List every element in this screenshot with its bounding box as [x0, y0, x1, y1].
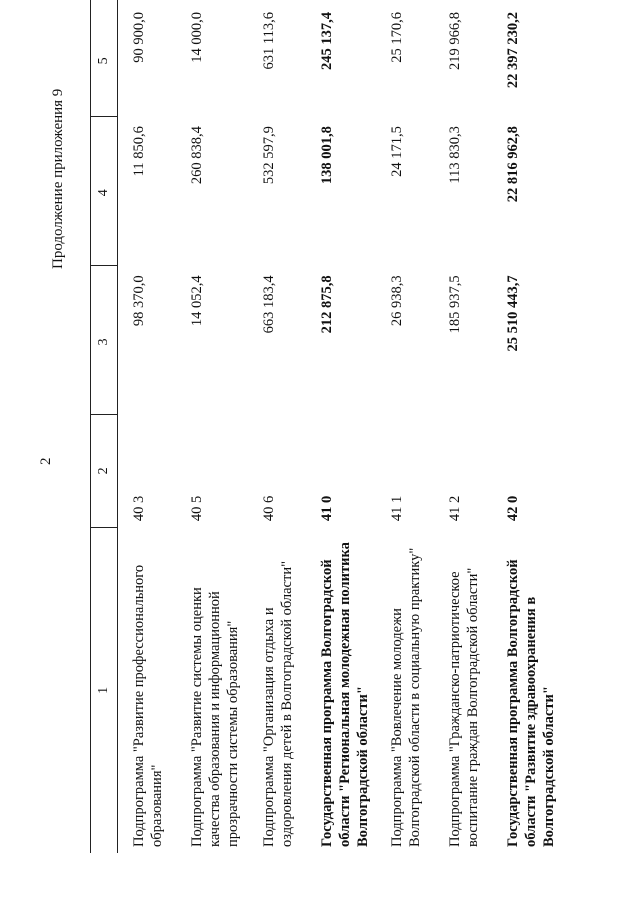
budget-table [90, 0, 562, 853]
value-col-4: 260 838,4 [188, 126, 205, 185]
table-row [434, 0, 492, 853]
table-row [492, 0, 562, 853]
program-name: Подпрограмма "Гражданско-патриотическое воспитание граждан Волгоградской области" [446, 567, 481, 847]
table-row [118, 0, 176, 853]
column-header-2: 2 [91, 415, 118, 528]
value-col-4: 113 830,3 [446, 126, 463, 184]
value-col-3: 14 052,4 [188, 275, 205, 327]
page-number: 2 [38, 457, 54, 465]
value-col-5: 25 170,6 [388, 12, 405, 63]
table-row [376, 0, 434, 853]
program-name: Подпрограмма "Развитие системы оценки качества образования и информационной прозрачности системы образования" [188, 587, 241, 847]
value-col-3: 663 183,4 [260, 275, 277, 334]
value-col-4: 11 850,6 [131, 126, 147, 177]
value-col-5: 90 900,0 [131, 12, 147, 63]
value-col-3: 26 938,3 [388, 275, 405, 327]
appendix-caption: Продолжение приложения 9 [50, 88, 66, 269]
table-row [306, 0, 376, 853]
value-col-5: 245 137,4 [318, 12, 335, 70]
program-name: Подпрограмма "Организация отдыха и оздоровления детей в Волгоградской области" [260, 560, 295, 847]
program-name: Подпрограмма "Вовлечение молодежи Волгоградской области в социальную практику" [388, 547, 423, 847]
program-name: Государственная программа Волгоградской области "Региональная молодежная политика Волгоградской области" [318, 542, 371, 847]
value-col-4: 532 597,9 [260, 126, 277, 185]
value-col-3: 185 937,5 [446, 275, 463, 334]
program-code: 42 0 [504, 495, 521, 522]
program-code: 40 5 [188, 495, 205, 522]
program-name: Государственная программа Волгоградской области "Развитие здравоохранения в Волгоградской области" [504, 559, 557, 847]
value-col-5: 219 966,8 [446, 12, 463, 70]
value-col-4: 138 001,8 [318, 126, 335, 185]
column-header-4: 4 [91, 116, 118, 265]
program-code: 41 1 [388, 495, 405, 522]
value-col-3: 98 370,0 [131, 275, 147, 327]
column-header-5: 5 [91, 0, 118, 116]
table-header-row [91, 0, 118, 853]
value-col-3: 25 510 443,7 [504, 275, 521, 352]
value-col-4: 22 816 962,8 [504, 126, 521, 203]
value-col-4: 24 171,5 [388, 126, 405, 177]
value-col-5: 22 397 230,2 [504, 12, 521, 89]
value-col-5: 631 113,6 [260, 12, 277, 70]
table-row [176, 0, 248, 853]
program-code: 41 2 [446, 495, 463, 522]
value-col-5: 14 000,0 [188, 12, 205, 63]
program-code: 40 6 [260, 495, 277, 522]
column-header-3: 3 [91, 265, 118, 414]
value-col-3: 212 875,8 [318, 275, 335, 334]
table-row [248, 0, 306, 853]
program-code: 41 0 [318, 495, 335, 522]
program-name: Подпрограмма "Развитие профессионального образования" [131, 564, 166, 847]
program-code: 40 3 [131, 495, 147, 522]
column-header-1: 1 [96, 686, 112, 694]
